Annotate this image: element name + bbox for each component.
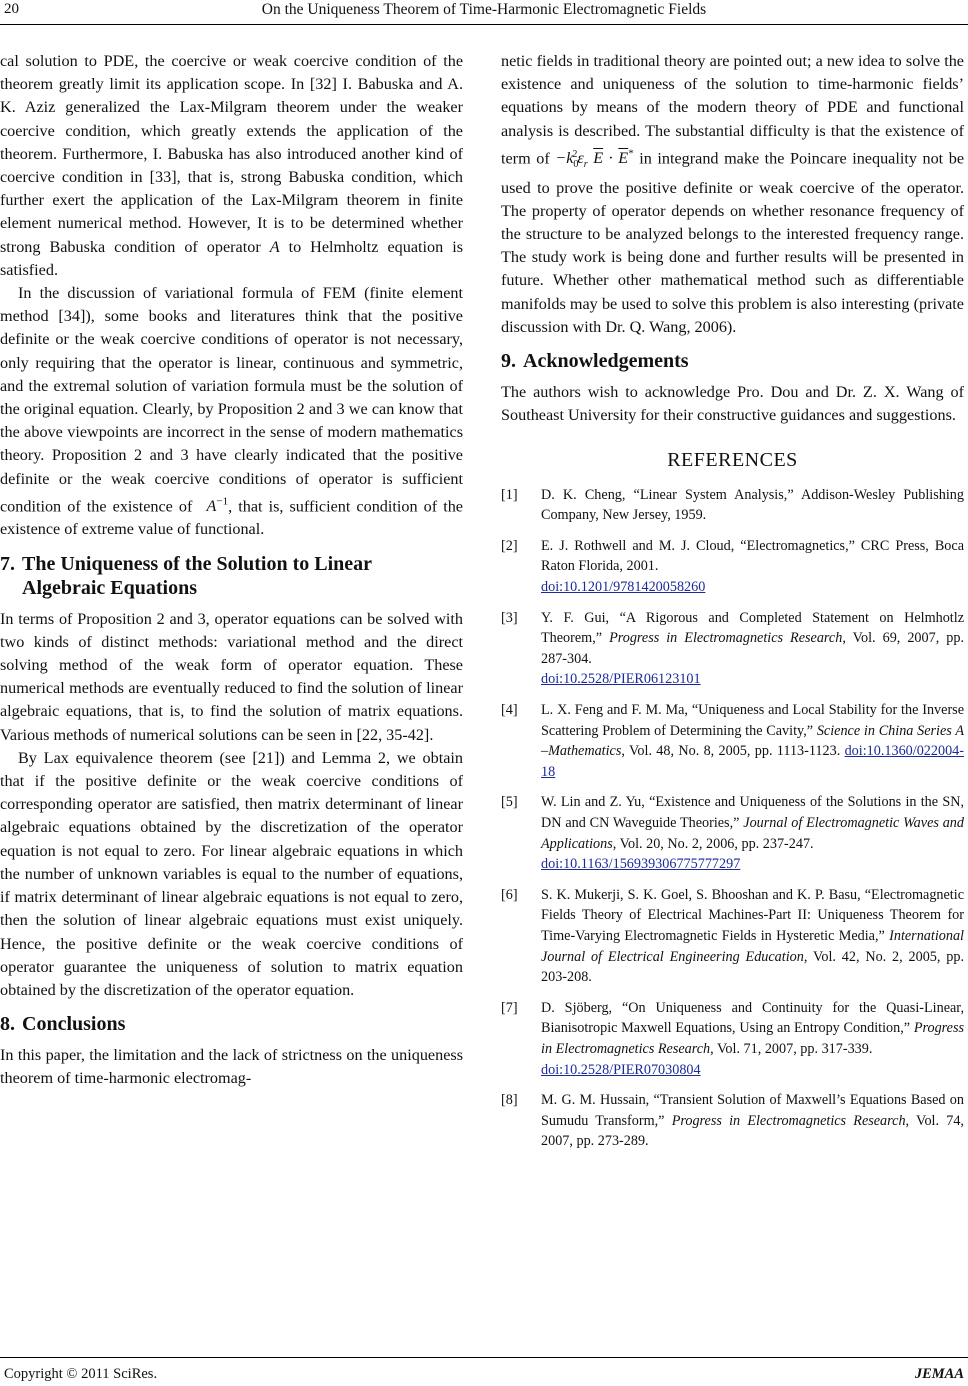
doi-link[interactable]: doi:10.2528/PIER07030804 bbox=[541, 1061, 701, 1078]
reference-text: Y. F. Gui, “A Rigorous and Completed Statement on Helmhotlz Theorem,” Progress in Electromagnetics Research, Vol. 69, 2007, pp. 287-304. doi:10.2528/PIER06123101 bbox=[541, 609, 964, 688]
references-heading: REFERENCES bbox=[667, 449, 798, 472]
doi-link[interactable]: doi:10.1201/9781420058260 bbox=[541, 579, 706, 596]
reference-item bbox=[501, 998, 964, 1080]
journal-name: JEMAA bbox=[914, 1366, 964, 1382]
reference-item bbox=[501, 536, 964, 598]
paragraph: The authors wish to acknowledge Pro. Dou and Dr. Z. X. Wang of Southeast University for their constructive guidances and suggestions. bbox=[501, 383, 964, 425]
reference-number: [8] bbox=[501, 1092, 518, 1109]
doi-link[interactable]: doi:10.1163/156939306775777297 bbox=[541, 856, 741, 873]
running-title: On the Uniqueness Theorem of Time-Harmonic Electromagnetic Fields bbox=[261, 1, 707, 18]
reference-item bbox=[501, 608, 964, 690]
reference-number: [5] bbox=[501, 794, 518, 811]
section-heading-7: 7. The Uniqueness of the Solution to Linear Algebraic Equations bbox=[0, 552, 373, 599]
reference-list bbox=[501, 485, 964, 1152]
doi-link[interactable]: doi:10.1360/022004-18 bbox=[541, 743, 964, 780]
reference-number: [6] bbox=[501, 886, 518, 903]
paragraph: In this paper, the limitation and the lack of strictness on the uniqueness theorem of time-harmonic electromag- bbox=[0, 1046, 463, 1088]
reference-number: [7] bbox=[501, 999, 518, 1016]
reference-text: W. Lin and Z. Yu, “Existence and Uniqueness of the Solutions in the SN, DN and CN Waveguide Theories,” Journal of Electromagnetic Waves and Applications, Vol. 20, No. 2, 2006, pp. 237-247. doi:10.1163/156939306775777297 bbox=[541, 794, 964, 873]
reference-item bbox=[501, 1090, 964, 1152]
reference-number: [3] bbox=[501, 609, 518, 626]
section-heading-8: 8. Conclusions bbox=[0, 1013, 126, 1036]
reference-number: [4] bbox=[501, 702, 518, 719]
section-heading-9: 9. Acknowledgements bbox=[501, 350, 689, 373]
page-number: 20 bbox=[4, 1, 19, 17]
reference-item bbox=[501, 485, 964, 526]
paragraph: By Lax equivalence theorem (see [21]) and Lemma 2, we obtain that if the positive definite or the weak coercive conditions of corresponding operator are satisfied, then matrix determinant of linear algebraic equations obtained by the discretization of the operator equation is not equal to zero. For linear algebraic equations in which the number of unknown variables is equal to the number of equations, if matrix determinant of linear algebraic equations is not equal to zero, then the solution of linear algebraic equations must exist uniquely. Hence, the positive definite or the weak coercive conditions of operator guarantee the uniqueness of solution to matrix equation obtained by the discretization of the operator equation. bbox=[0, 748, 463, 999]
page-header bbox=[0, 0, 968, 24]
footer-rule bbox=[0, 1357, 968, 1358]
copyright: Copyright © 2011 SciRes. bbox=[4, 1366, 158, 1382]
reference-text: M. G. M. Hussain, “Transient Solution of Maxwell’s Equations Based on Sumudu Transform,” Progress in Electromagnetics Research, Vol. 74, 2007, pp. 273-289. bbox=[541, 1092, 964, 1150]
integrand-term: $-k_0^2\varepsilon_r$ $\overline{E} \cdot \overline{E}^*$ bbox=[555, 147, 634, 171]
paragraph: cal solution to PDE, the coercive or weak coercive condition of the theorem greatly limit its application scope. In [32] I. Babuska and A. K. Aziz generalized the Lax-Milgram theorem under the weaker coercive condition, which greatly extends the application of the theorem. Furthermore, I. Babuska has also introduced another kind of coercive condition in [33], that is, strong Babuska condition, which further exert the application of the Lax-Milgram theorem in finite element numerical method. However, It is to be determined whether strong Babuska condition of operator A to Helmholtz equation is satisfied. bbox=[0, 52, 463, 279]
paragraph: In the discussion of variational formula of FEM (finite element method [34]), some books and literatures think that the positive definite or the weak coercive conditions of operator is not necessary, only requiring that the operator is linear, continuous and symmetric, and the extremal solution of variation formula must be the solution of the original equation. Clearly, by Proposition 2 and 3 we can know that the above viewpoints are incorrect in the sense of modern mathematics theory. Proposition 2 and 3 have clearly indicated that the positive definite or the weak coercive conditions of operator is sufficient condition of the existence of $A^{-1}$, that is, sufficient condition of the existence of extreme value of functional. bbox=[0, 284, 463, 539]
paragraph: In terms of Proposition 2 and 3, operator equations can be solved with two kinds of distinct methods: variational method and the direct solving method of the weak form of operator equation. These numerical methods are eventually reduced to find the solution of linear algebraic equations, that is, to find the solution of matrix equations. Various methods of numerical solutions can be seen in [22, 35-42]. bbox=[0, 609, 463, 744]
right-column bbox=[501, 50, 964, 1162]
reference-text: S. K. Mukerji, S. K. Goel, S. Bhooshan and K. P. Basu, “Electromagnetic Fields Theory of Electrical Machines-Part II: Uniqueness Theorem for Time-Varying Electromagnetic Fields in Hysteretic Media,” International Journal of Electrical Engineering Education, Vol. 42, No. 2, 2005, pp. 203-208. bbox=[541, 886, 964, 986]
inverse-operator: $A^{-1}$ bbox=[206, 495, 229, 516]
reference-item bbox=[501, 792, 964, 874]
reference-text: D. Sjöberg, “On Uniqueness and Continuity for the Quasi-Linear, Bianisotropic Maxwell Equations, Using an Entropy Condition,” Progress in Electromagnetics Research, Vol. 71, 2007, pp. 317-339. doi:10.2528/PIER07030804 bbox=[541, 999, 964, 1078]
reference-item bbox=[501, 700, 964, 782]
reference-number: [1] bbox=[501, 486, 518, 503]
reference-item bbox=[501, 885, 964, 988]
header-rule bbox=[0, 24, 968, 25]
reference-text: D. K. Cheng, “Linear System Analysis,” Addison-Wesley Publishing Company, New Jersey, 1959. bbox=[541, 486, 964, 524]
reference-number: [2] bbox=[501, 537, 518, 554]
doi-link[interactable]: doi:10.2528/PIER06123101 bbox=[541, 671, 701, 688]
reference-text: E. J. Rothwell and M. J. Cloud, “Electromagnetics,” CRC Press, Boca Raton Florida, 2001. doi:10.1201/9781420058260 bbox=[541, 537, 964, 596]
reference-text: L. X. Feng and F. M. Ma, “Uniqueness and Local Stability for the Inverse Scattering Problem of Determining the Cavity,” Science in China Series A –Mathematics, Vol. 48, No. 8, 2005, pp. 1113-1123. doi:10.1360/022004-18 bbox=[541, 702, 964, 780]
left-column bbox=[0, 50, 463, 1091]
paragraph: netic fields in traditional theory are pointed out; a new idea to solve the existence and uniqueness of the solution to time-harmonic fields’ equations by means of the modern theory of PDE and functional analysis is described. The substantial difficulty is that the existence of term of $-k_0^2\varepsilon_r$ $\overline{E} \cdot \overline{E}^*$ in integrand make the Poincare inequality not be used to prove the positive definite or weak coercive of the operator. The property of operator depends on whether resonance frequency of the structure to be analyzed belongs to the interested frequency range. The study work is being done and further results will be presented in future. Whether other mathematical method such as differentiable manifolds may be used to solve this problem is also interesting (private discussion with Dr. Q. Wang, 2006). bbox=[501, 52, 965, 336]
